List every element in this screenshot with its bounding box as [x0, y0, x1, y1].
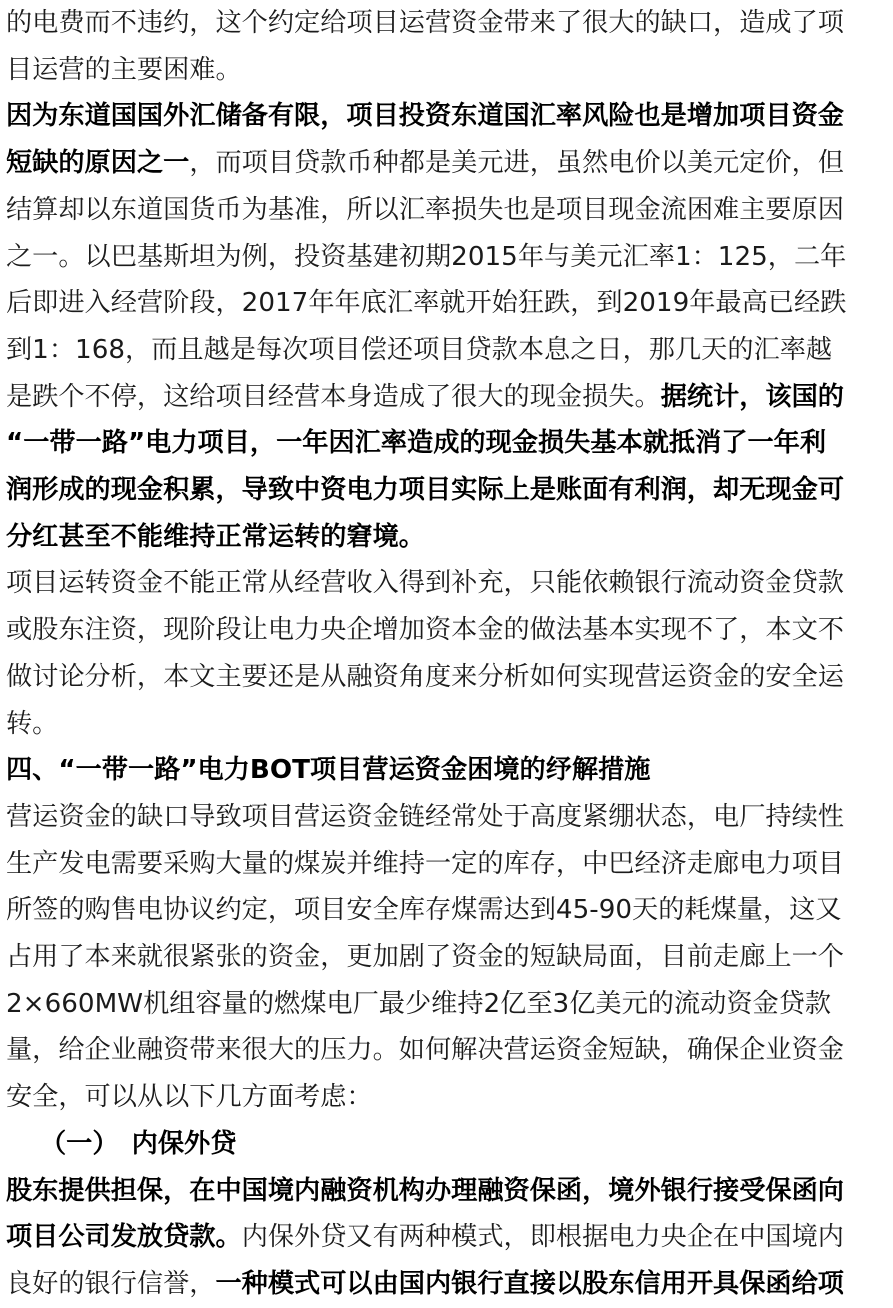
text-line [6, 1261, 844, 1307]
body-text: 内保外贷又有两种模式，即根据电力央企在中国境内 [241, 1222, 844, 1253]
bold-text: 因为东道国国外汇储备有限，项目投资东道国汇率风险也是增加项目资金 [6, 101, 844, 132]
body-text: 到1：168，而且越是每次项目偿还项目贷款本息之日，那几天的汇率越 [6, 334, 833, 365]
bold-text: 一种模式可以由国内银行直接以股东信用开具保函给项 [215, 1268, 844, 1299]
body-text: ，而项目贷款币种都是美元进，虽然电价以美元定价，但 [189, 148, 844, 179]
text-line [6, 654, 844, 700]
text-line [6, 1074, 373, 1120]
text-line [6, 93, 844, 139]
body-text: 营运资金的缺口导致项目营运资金链经常处于高度紧绷状态，电厂持续性 [6, 801, 844, 832]
bold-text: 短缺的原因之一 [6, 148, 190, 179]
text-line [6, 701, 58, 747]
text-line [6, 794, 844, 840]
body-text: 生产发电需要采购大量的煤炭并维持一定的库存，中巴经济走廊电力项目 [6, 848, 844, 879]
text-line [6, 841, 844, 887]
bold-text: 润形成的现金积累，导致中资电力项目实际上是账面有利润，却无现金可 [6, 475, 844, 505]
body-text: 量，给企业融资带来很大的压力。如何解决营运资金短缺，确保企业资金 [6, 1035, 844, 1066]
body-text: 良好的银行信誉， [6, 1268, 216, 1299]
text-line [6, 187, 844, 233]
text-line [6, 887, 842, 933]
text-line [6, 467, 844, 513]
body-text: 安全，可以从以下几方面考虑： [6, 1082, 373, 1113]
body-text: 目运营的主要困难。 [6, 54, 242, 85]
text-line [6, 607, 844, 653]
bold-text: （一） 内保外贷 [40, 1128, 237, 1159]
body-text: 所签的购售电协议约定，项目安全库存煤需达到45-90天的耗煤量，这又 [6, 895, 842, 926]
body-text: 结算却以东道国货币为基准，所以汇率损失也是项目现金流困难主要原因 [6, 194, 844, 225]
body-text: 的电费而不违约，这个约定给项目运营资金带来了很大的缺口，造成了项 [6, 8, 844, 38]
body-text: 2×660MW机组容量的燃煤电厂最少维持2亿至3亿美元的流动资金贷款 [6, 988, 832, 1019]
bold-text: 项目公司发放贷款。 [6, 1222, 242, 1253]
body-text: 转。 [6, 708, 59, 739]
text-line [6, 0, 844, 46]
text-line [6, 1168, 844, 1214]
text-line [6, 934, 844, 980]
text-line [6, 374, 844, 420]
bold-text: 据统计，该国的 [660, 381, 844, 412]
bold-text: 分红甚至不能维持正常运转的窘境。 [6, 521, 425, 552]
text-line [6, 981, 831, 1027]
body-text: 或股东注资，现阶段让电力央企增加资本金的做法基本实现不了，本文不 [6, 615, 844, 646]
body-text: 项目运转资金不能正常从经营收入得到补充，只能依赖银行流动资金贷款 [6, 568, 844, 599]
body-text: 后即进入经营阶段，2017年年底汇率就开始狂跌，到2019年最高已经跌 [6, 288, 847, 319]
bold-text: 股东提供担保，在中国境内融资机构办理融资保函，境外银行接受保函向 [6, 1175, 844, 1206]
text-line [6, 1027, 844, 1073]
text-line [6, 1214, 844, 1260]
text-line [6, 234, 846, 280]
text-line [6, 47, 242, 93]
text-line [6, 420, 826, 466]
text-line [6, 514, 425, 560]
bold-text: “一带一路”电力项目，一年因汇率造成的现金损失基本就抵消了一年利 [6, 428, 827, 459]
body-text: 是跌个不停，这给项目经营本身造成了很大的现金损失。 [6, 381, 661, 412]
bold-text: 四、“一带一路”电力BOT项目营运资金困境的纾解措施 [6, 755, 651, 786]
text-line [6, 560, 844, 606]
text-line [6, 327, 832, 373]
body-text: 做讨论分析，本文主要还是从融资角度来分析如何实现营运资金的安全运 [6, 661, 844, 692]
text-line [6, 280, 846, 326]
text-line [6, 747, 650, 793]
text-line [6, 140, 844, 186]
body-text: 之一。以巴基斯坦为例，投资基建初期2015年与美元汇率1：125，二年 [6, 241, 847, 272]
text-line [40, 1121, 236, 1167]
body-text: 占用了本来就很紧张的资金，更加剧了资金的短缺局面，目前走廊上一个 [6, 942, 844, 972]
